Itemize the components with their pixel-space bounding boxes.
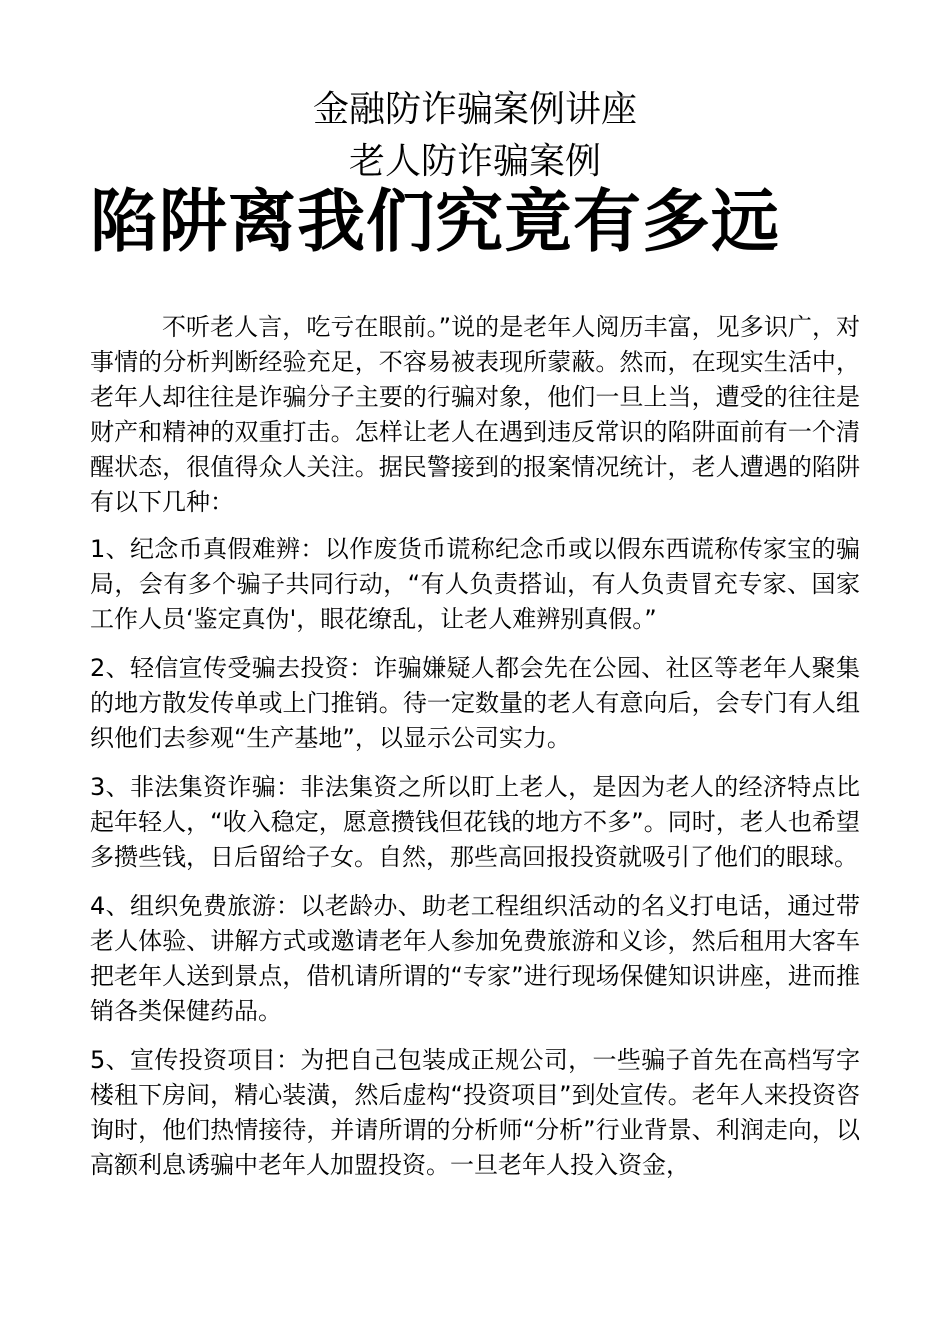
list-item: 5、宣传投资项目：为把自己包装成正规公司，一些骗子首先在高档写字楼租下房间，精心装潢，然后虚构“投资项目”到处宣传。老年人来投资咨询时，他们热情接待，并请所谓的分析师“分析”行业背景、利润走向，以高额利息诱骗中老年人加盟投资。一旦老年人投入资金， — [90, 1046, 860, 1179]
intro-paragraph: 不听老人言，吃亏在眼前。”说的是老年人阅历丰富，见多识广，对事情的分析判断经验充足，不容易被表现所蒙蔽。然而，在现实生活中，老年人却往往是诈骗分子主要的行骗对象，他们一旦上当，遭受的往往是财产和精神的双重打击。怎样让老人在遇到违反常识的陷阱面前有一个清醒状态，很值得众人关注。据民警接到的报案情况统计，老人遭遇的陷阱有以下几种： — [90, 313, 860, 516]
document-subtitle: 老人防诈骗案例 — [348, 141, 601, 182]
document-title: 金融防诈骗案例讲座 — [312, 89, 637, 130]
list-item: 1、纪念币真假难辨：以作废货币谎称纪念币或以假东西谎称传家宝的骗局，会有多个骗子共同行动，“有人负责搭讪，有人负责冒充专家、国家工作人员‘鉴定真伪'，眼花缭乱，让老人难辨别真假。” — [90, 535, 860, 633]
list-item: 4、组织免费旅游：以老龄办、助老工程组织活动的名义打电话，通过带老人体验、讲解方式或邀请老年人参加免费旅游和义诊，然后租用大客车把老年人送到景点，借机请所谓的“专家”进行现场保健知识讲座，进而推销各类保健药品。 — [90, 892, 860, 1025]
headline: 陷阱离我们究竟有多远 — [90, 183, 781, 262]
article-body — [90, 310, 860, 1197]
list-item: 3、非法集资诈骗：非法集资之所以盯上老人，是因为老人的经济特点比起年轻人，“收入稳定，愿意攒钱但花钱的地方不多”。同时，老人也希望多攒些钱，日后留给子女。自然，那些高回报投资就吸引了他们的眼球。 — [90, 773, 860, 871]
list-item: 2、轻信宣传受骗去投资：诈骗嫌疑人都会先在公园、社区等老年人聚集的地方散发传单或上门推销。待一定数量的老人有意向后，会专门有人组织他们去参观“生产基地”，以显示公司实力。 — [90, 654, 860, 752]
